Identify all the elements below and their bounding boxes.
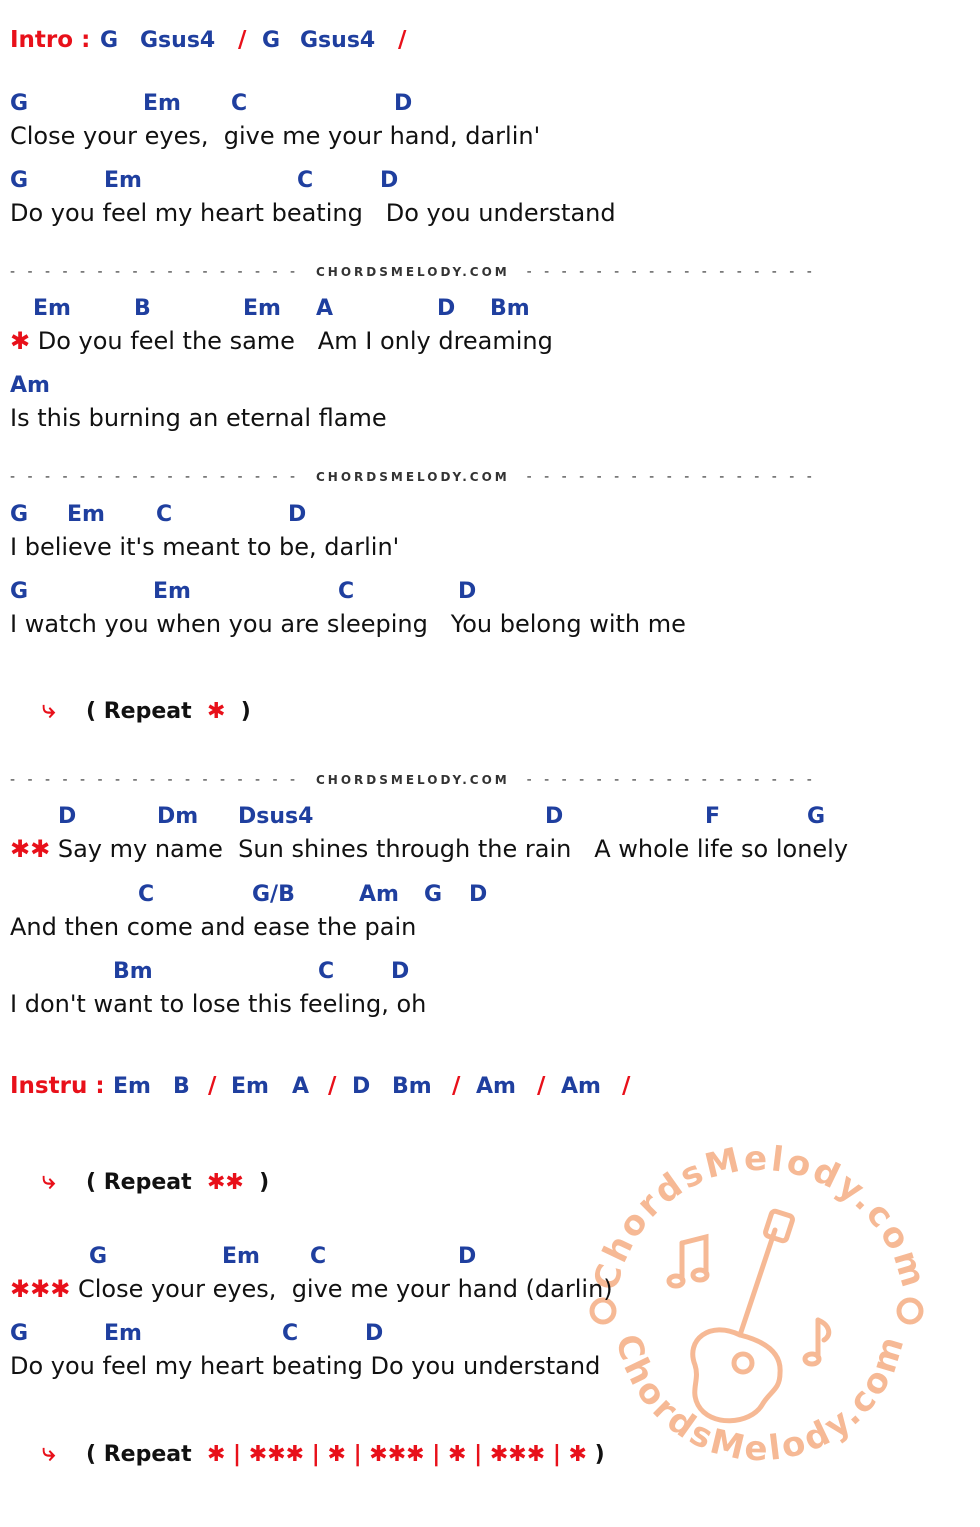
repeat-marker: ✱✱ [206,1170,244,1195]
chord: G/B [252,882,295,907]
chord: C [282,1321,299,1346]
bridge-marker: ✱✱ [10,835,51,863]
separator-dashes: - - - - - - - - - - - - - - - - - [10,772,300,788]
chord: A [316,296,334,321]
repeat-marker: ✱ [206,1442,226,1467]
repeat-instruction [86,1441,605,1469]
lyric-line: And then come and ease the pain [10,913,417,941]
lyric-line [10,834,848,864]
lyric-line: I believe it's meant to be, darlin' [10,533,400,561]
instru-chord: B [173,1074,190,1099]
chord: Dsus4 [238,804,314,829]
separator-site: CHORDSMELODY.COM [316,265,510,279]
chord: Em [67,502,105,527]
repeat-arrow-icon: ⤷ [42,1166,56,1194]
chord: Em [153,579,191,604]
watermark-logo [580,1135,940,1495]
chord: C [138,882,155,907]
repeat-divider: | [432,1442,441,1467]
separator-dashes: - - - - - - - - - - - - - - - - - [526,469,816,485]
separator-dashes: - - - - - - - - - - - - - - - - - [10,264,300,280]
svg-text:ChordsMelody.com [607,1329,913,1469]
repeat-instruction [86,698,251,726]
chord: D [58,804,77,829]
repeat-marker: ✱ [327,1442,346,1467]
chord: C [156,502,173,527]
lyric-line: I watch you when you are sleeping You belong with me [10,610,686,638]
instru-chord: Em [113,1074,151,1099]
outro-marker: ✱✱✱ [10,1275,71,1303]
repeat-marker: ✱ [568,1442,587,1467]
repeat-arrow-icon: ⤷ [42,1438,56,1466]
lyric-line: Close your eyes, give me your hand, darlin' [10,122,541,150]
repeat-divider: | [552,1442,561,1467]
chord: Em [104,168,142,193]
repeat-divider: | [233,1442,242,1467]
repeat-marker: ✱ [448,1442,467,1467]
chord: Am [10,373,50,398]
separator [10,771,816,789]
instru-chord: Am [476,1074,516,1099]
lyric-line [10,326,553,356]
chorus-marker: ✱ [10,327,31,355]
repeat-text: ( Repeat [86,1442,192,1467]
chord: Em [33,296,71,321]
intro-slash: / [238,27,247,53]
instru-chord: D [352,1074,371,1099]
chord: G [10,168,29,193]
chord: G [10,1321,29,1346]
repeat-instruction [86,1169,269,1197]
watermark-text: ChordsMelody.com [586,1138,935,1295]
intro-chord: G [100,28,119,53]
separator [10,263,816,281]
repeat-divider: | [474,1442,483,1467]
repeat-marker: ✱ [206,699,226,724]
chord: Em [222,1244,260,1269]
instru-slash: / [208,1073,217,1099]
chord: Em [243,296,281,321]
lyric-line: Do you feel my heart beating Do you understand [10,1352,601,1380]
intro-chord: Gsus4 [300,28,376,53]
chord: G [10,91,29,116]
separator-dashes: - - - - - - - - - - - - - - - - - [10,469,300,485]
lyric-line: Do you feel my heart beating Do you understand [10,199,616,227]
chord: C [338,579,355,604]
chord: G [10,502,29,527]
chord: D [394,91,413,116]
music-note-icon [669,1237,707,1286]
chord: D [365,1321,384,1346]
chord: D [545,804,564,829]
instru-slash: / [452,1073,461,1099]
chord: Em [104,1321,142,1346]
repeat-arrow-icon: ⤷ [42,695,56,723]
chord: Em [143,91,181,116]
instru-slash: / [328,1073,337,1099]
repeat-text: ( Repeat [86,1170,192,1195]
separator-site: CHORDSMELODY.COM [316,773,510,787]
chord: Am [359,882,399,907]
lyric-line: Is this burning an eternal flame [10,404,387,432]
repeat-text: ( Repeat [86,699,192,724]
chord: C [231,91,248,116]
repeat-close: ) [240,699,251,724]
instru-chord: Am [561,1074,601,1099]
separator-site: CHORDSMELODY.COM [316,470,510,484]
instru-chord: A [292,1074,310,1099]
intro-chord: G [262,28,281,53]
instru-chord: Bm [392,1074,432,1099]
instru-slash: / [622,1073,631,1099]
chord: F [705,804,721,829]
instru-chord: Em [231,1074,269,1099]
chord: C [318,959,335,984]
chord: D [380,168,399,193]
chord: G [424,882,443,907]
repeat-marker: ✱✱✱ [489,1442,546,1467]
lyric-text: Say my name Sun shines through the rain A whole life so lonely [57,835,849,863]
lyric-line [10,1274,613,1304]
chord: D [458,1244,477,1269]
repeat-close: ) [594,1442,605,1467]
separator [10,468,816,486]
separator-dashes: - - - - - - - - - - - - - - - - - [526,772,816,788]
instru-slash: / [537,1073,546,1099]
music-note-icon [805,1320,829,1364]
chord: Bm [113,959,153,984]
lyric-line: I don't want to lose this feeling, oh [10,990,427,1018]
chord: D [469,882,488,907]
lyric-text: Close your eyes, give me your hand (darlin) [77,1275,613,1303]
intro-chord: Gsus4 [140,28,216,53]
chord: G [807,804,826,829]
repeat-marker: ✱✱✱ [248,1442,305,1467]
intro-slash: / [398,27,407,53]
lyric-text: Do you feel the same Am I only dreaming [37,327,553,355]
instru-label: Instru : [10,1073,105,1099]
chord: Dm [157,804,199,829]
chord: D [458,579,477,604]
repeat-marker: ✱✱✱ [369,1442,425,1467]
chord: C [297,168,314,193]
repeat-divider: | [311,1442,320,1467]
chord: C [310,1244,327,1269]
watermark-text: ChordsMelody.com [607,1329,914,1470]
chord: D [391,959,410,984]
chord: Bm [490,296,530,321]
repeat-close: ) [259,1170,270,1195]
chord: B [134,296,151,321]
repeat-divider: | [353,1442,362,1467]
chord: G [10,579,29,604]
chord: D [437,296,456,321]
intro-label: Intro : [10,27,91,53]
separator-dashes: - - - - - - - - - - - - - - - - - [526,264,816,280]
chord: G [89,1244,108,1269]
chord: D [288,502,307,527]
